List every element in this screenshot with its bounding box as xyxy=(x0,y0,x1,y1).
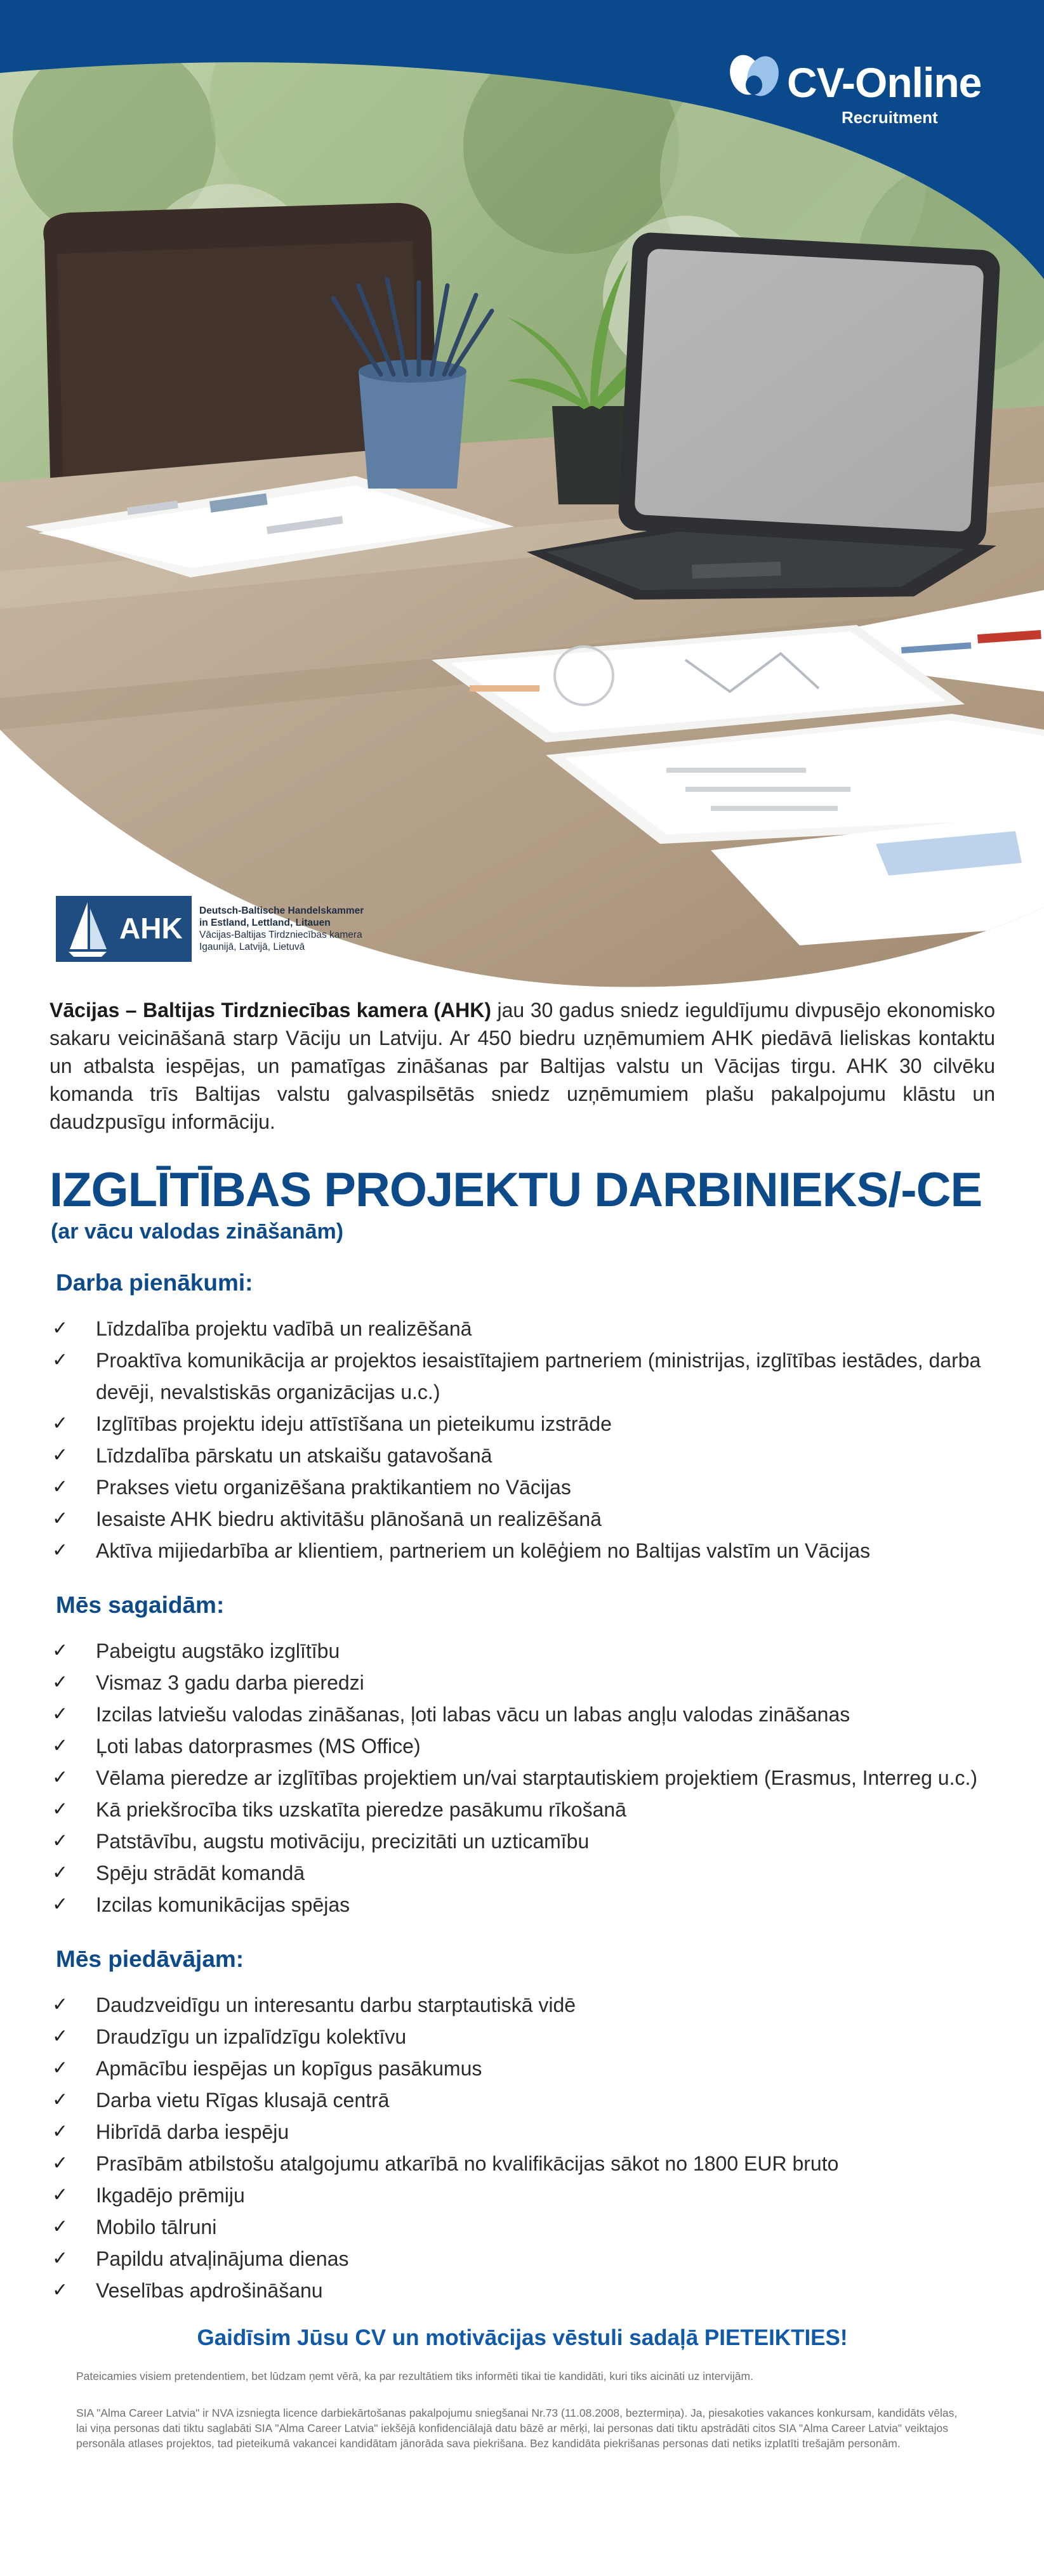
list-item xyxy=(50,1825,995,1857)
list-item xyxy=(50,1889,995,1921)
hero-banner xyxy=(0,0,1044,990)
list-item xyxy=(50,2211,995,2243)
cv-online-logo xyxy=(724,47,990,129)
list-item xyxy=(50,1440,995,1471)
footnote-license: SIA "Alma Career Latvia" ir NVA izsniegta licence darbiekārtošanas pakalpojumu sniegšanai Nr.73 (11.08.2008, beztermiņa). Ja, piesakoties vakances konkursam, kandidāts vēlas, lai viņa personas dati tiktu saglabāti SIA "Alma Career Latvia" iekšējā konfidenciālajā datu bāzē ar mērķi, lai personas dati tiktu apstrādāti citos SIA "Alma Career Latvia" veiktajos personāla atlases projektos, tad pieteikumā vakancei kandidātam jānorāda sava piekrišana. Bez kandidāta piekrišanas personas dati netiks izplatīti trešajām personām. xyxy=(76,2407,958,2450)
checkmark-icon: ✓ xyxy=(52,1894,69,1915)
checkmark-icon: ✓ xyxy=(52,1704,69,1725)
checkmark-icon: ✓ xyxy=(52,1318,69,1339)
list-item xyxy=(50,2179,995,2211)
checkmark-icon: ✓ xyxy=(52,2121,69,2142)
office-desk-photo xyxy=(0,0,1044,990)
ahk-logo xyxy=(56,896,386,962)
ahk-line: in Estland, Lettland, Litauen xyxy=(199,917,331,928)
section-list xyxy=(50,1989,995,2306)
checkmark-icon: ✓ xyxy=(52,1735,69,1756)
list-item-text: Draudzīgu un izpalīdzīgu kolektīvu xyxy=(96,2025,407,2048)
list-item-text: Izglītības projektu ideju attīstīšana un pieteikumu izstrāde xyxy=(96,1412,612,1435)
list-item-text: Hibrīdā darba iespēju xyxy=(96,2120,289,2143)
checkmark-icon: ✓ xyxy=(52,1540,69,1561)
list-item-text: Ikgadējo prēmiju xyxy=(96,2184,245,2207)
checkmark-icon: ✓ xyxy=(52,1476,69,1497)
list-item-text: Kā priekšrocība tiks uzskatīta pieredze pasākumu rīkošanā xyxy=(96,1798,626,1821)
list-item-text: Aktīva mijiedarbība ar klientiem, partneriem un kolēģiem no Baltijas valstīm un Vācijas xyxy=(96,1539,871,1562)
checkmark-icon: ✓ xyxy=(52,1994,69,2015)
list-item-text: Proaktīva komunikācija ar projektos iesaistītajiem partneriem (ministrijas, izglītības iestādes, darba devēji, nevalstiskās organizācijas u.c.) xyxy=(96,1349,981,1403)
ahk-abbr: AHK xyxy=(119,912,183,945)
ahk-logo-box xyxy=(56,896,192,962)
list-item-text: Vismaz 3 gadu darba pieredzi xyxy=(96,1671,364,1694)
list-item xyxy=(50,1699,995,1730)
list-item xyxy=(50,1794,995,1825)
list-item-text: Apmācību iespējas un kopīgus pasākumus xyxy=(96,2057,482,2080)
ahk-description xyxy=(199,905,364,953)
checkmark-icon: ✓ xyxy=(52,1767,69,1788)
list-item xyxy=(50,2021,995,2053)
list-item-text: Izcilas latviešu valodas zināšanas, ļoti labas vācu un labas angļu valodas zināšanas xyxy=(96,1703,850,1726)
checkmark-icon: ✓ xyxy=(52,1445,69,1466)
section-heading: Darba pienākumi: xyxy=(56,1270,253,1296)
ahk-line: Deutsch-Baltische Handelskammer xyxy=(199,905,364,916)
checkmark-icon: ✓ xyxy=(52,2216,69,2237)
list-item xyxy=(50,1535,995,1567)
list-item xyxy=(50,2243,995,2275)
checkmark-icon: ✓ xyxy=(52,2248,69,2269)
list-item xyxy=(50,1471,995,1503)
checkmark-icon: ✓ xyxy=(52,2058,69,2079)
list-item-text: Patstāvību, augstu motivāciju, precizitāti un uzticamību xyxy=(96,1830,590,1853)
ahk-line: Igaunijā, Latvijā, Lietuvā xyxy=(199,942,305,952)
footnote-candidates: Pateicamies visiem pretendentiem, bet lūdzam ņemt vērā, ka par rezultātiem tiks informēti tikai tie kandidāti, kuri tiks aicināti uz intervijām. xyxy=(76,2370,753,2382)
section-list xyxy=(50,1635,995,1921)
checkmark-icon: ✓ xyxy=(52,1640,69,1661)
checkmark-icon: ✓ xyxy=(52,1508,69,1529)
list-item xyxy=(50,1503,995,1535)
cv-online-logo-icon xyxy=(724,47,787,110)
ahk-line: Vācijas-Baltijas Tirdzniecības kamera xyxy=(199,930,362,940)
list-item-text: Veselības apdrošināšanu xyxy=(96,2279,323,2302)
apply-call-to-action: Gaidīsim Jūsu CV un motivācijas vēstuli sadaļā PIETEIKTIES! xyxy=(197,2325,848,2350)
section-heading: Mēs sagaidām: xyxy=(56,1592,225,1618)
brand-name: CV-Online xyxy=(787,59,982,106)
checkmark-icon: ✓ xyxy=(52,2026,69,2047)
checkmark-icon: ✓ xyxy=(52,1672,69,1693)
checkmark-icon: ✓ xyxy=(52,2185,69,2205)
list-item-text: Iesaiste AHK biedru aktivitāšu plānošanā un realizēšanā xyxy=(96,1508,602,1530)
sailboat-icon xyxy=(56,896,119,962)
checkmark-icon: ✓ xyxy=(52,1862,69,1883)
list-item-text: Papildu atvaļinājuma dienas xyxy=(96,2247,349,2270)
list-item xyxy=(50,1344,995,1408)
checkmark-icon: ✓ xyxy=(52,1350,69,1370)
list-item-text: Pabeigtu augstāko izglītību xyxy=(96,1640,340,1662)
list-item xyxy=(50,1762,995,1794)
list-item-text: Darba vietu Rīgas klusajā centrā xyxy=(96,2089,390,2112)
section-heading: Mēs piedāvājam: xyxy=(56,1946,244,1972)
list-item-text: Prasībām atbilstošu atalgojumu atkarībā no kvalifikācijas sākot no 1800 EUR bruto xyxy=(96,2152,839,2175)
list-item-text: Spēju strādāt komandā xyxy=(96,1862,305,1884)
checkmark-icon: ✓ xyxy=(52,2089,69,2110)
company-intro-lead: Vācijas – Baltijas Tirdzniecības kamera (AHK) xyxy=(50,999,492,1022)
list-item xyxy=(50,1408,995,1440)
checkmark-icon: ✓ xyxy=(52,2280,69,2301)
list-item xyxy=(50,2275,995,2306)
list-item xyxy=(50,1989,995,2021)
checkmark-icon: ✓ xyxy=(52,1799,69,1820)
list-item-text: Prakses vietu organizēšana praktikantiem no Vācijas xyxy=(96,1476,571,1499)
list-item-text: Līdzdalība pārskatu un atskaišu gatavošanā xyxy=(96,1444,492,1467)
list-item xyxy=(50,1313,995,1344)
list-item-text: Līdzdalība projektu vadībā un realizēšanā xyxy=(96,1317,472,1340)
list-item-text: Ļoti labas datorprasmes (MS Office) xyxy=(96,1735,421,1758)
list-item xyxy=(50,1635,995,1667)
job-sections xyxy=(50,1270,995,2306)
checkmark-icon: ✓ xyxy=(52,2153,69,2174)
brand-subtitle: Recruitment xyxy=(842,108,938,127)
job-subtitle: (ar vācu valodas zināšanām) xyxy=(51,1219,344,1244)
section-list xyxy=(50,1313,995,1567)
list-item-text: Daudzveidīgu un interesantu darbu starptautiskā vidē xyxy=(96,1994,576,2016)
list-item xyxy=(50,2148,995,2179)
list-item xyxy=(50,1730,995,1762)
list-item-text: Izcilas komunikācijas spējas xyxy=(96,1893,350,1916)
job-title: IZGLĪTĪBAS PROJEKTU DARBINIEKS/-CE xyxy=(50,1163,982,1217)
list-item xyxy=(50,1667,995,1699)
list-item xyxy=(50,2053,995,2084)
list-item xyxy=(50,1857,995,1889)
checkmark-icon: ✓ xyxy=(52,1413,69,1434)
company-intro xyxy=(50,996,995,1136)
list-item-text: Vēlama pieredze ar izglītības projektiem un/vai starptautiskiem projektiem (Erasmus, Interreg u.c.) xyxy=(96,1766,977,1789)
list-item-text: Mobilo tālruni xyxy=(96,2216,217,2238)
checkmark-icon: ✓ xyxy=(52,1830,69,1851)
job-ad-content xyxy=(50,996,995,2451)
list-item xyxy=(50,2116,995,2148)
list-item xyxy=(50,2084,995,2116)
company-intro-text: jau 30 gadus sniedz ieguldījumu divpusējo ekonomisko sakaru veicināšanā starp Vāciju un Latviju. Ar 450 biedru uzņēmumiem AHK piedāvā lieliskas kontaktu un atbalsta iespējas, un pamatīgas zināšanas par Baltijas valstu un Vācijas tirgu. AHK 30 cilvēku komanda trīs Baltijas valstu galvaspilsētās sniedz uzņēmumiem plašu pakalpojumu klāstu un daudzpusīgu informāciju. xyxy=(50,999,995,1133)
